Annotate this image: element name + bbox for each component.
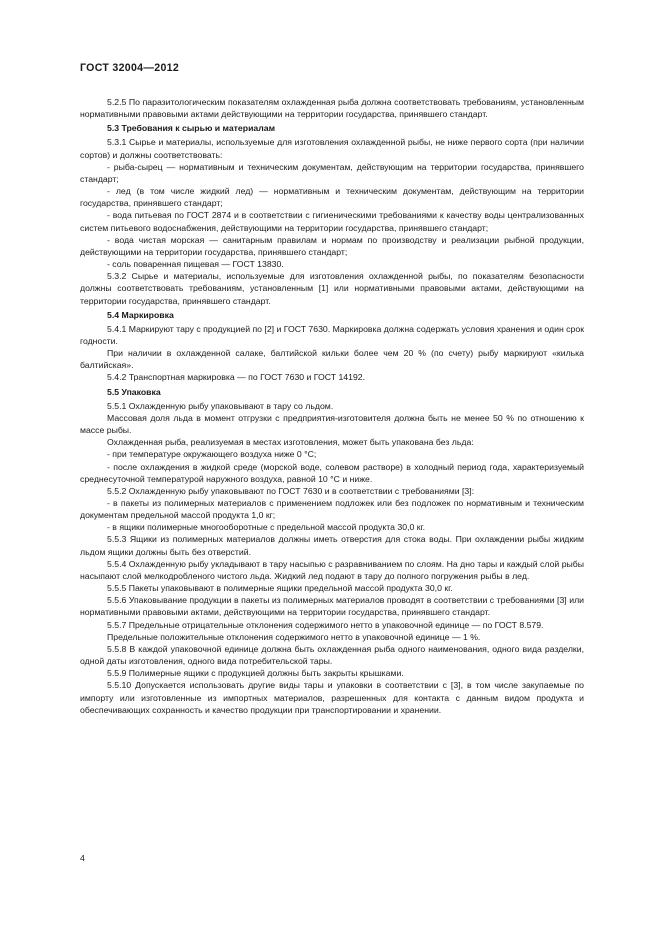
list-item: - вода питьевая по ГОСТ 2874 и в соответствии с гигиеническими требованиями к качеству воды централизованных систем питьевого водоснабжения, действующими на территории государства, принявшего стандарт;: [80, 210, 584, 233]
list-item: - рыба-сырец — нормативным и техническим документам, действующим на территории государства, принявшего стандарт;: [80, 161, 584, 184]
paragraph-5-5-1: 5.5.1 Охлажденную рыбу упаковывают в тару со льдом.: [107, 400, 334, 411]
paragraph-5-5-5: 5.5.5 Пакеты упаковывают в полимерные ящики предельной массой продукта 30,0 кг.: [107, 583, 453, 594]
list-item: - в пакеты из полимерных материалов с применением подложек или без подложек по нормативным и техническим документам предельной массой продукта 1,0 кг;: [80, 498, 584, 521]
paragraph-5-5-8: 5.5.8 В каждой упаковочной единице должна быть охлажденная рыба одного наименования, одного вида разделки, одной даты изготовления, одного вида потребительской тары.: [80, 643, 584, 667]
paragraph-5-5-2: 5.5.2 Охлажденную рыбу упаковывают по ГОСТ 7630 и в соответствии с требованиями [3]:: [107, 485, 475, 496]
document-body: [80, 96, 584, 716]
paragraph-5-4-2: 5.4.2 Транспортная маркировка — по ГОСТ 7630 и ГОСТ 14192.: [107, 372, 366, 383]
list-item: - вода чистая морская — санитарным правилам и нормам по производству и реализации рыбной продукции, действующими на территории государства, принявшего стандарт;: [80, 234, 584, 257]
list-item: - соль поваренная пищевая — ГОСТ 13830.: [107, 259, 284, 270]
paragraph-5-3-2: 5.3.2 Сырье и материалы, используемые для изготовления охлажденной рыбы, по показателям безопасности должны соответствовать требованиям, установленным [1] или нормативными правовыми актами, действующими на территории государства, принявшего стандарт.: [80, 271, 584, 306]
paragraph-5-3-1: 5.3.1 Сырье и материалы, используемые для изготовления охлажденной рыбы, не ниже первого сорта (при наличии сортов) и должны соответствовать:: [80, 137, 584, 160]
paragraph-5-2-5: 5.2.5 По паразитологическим показателям охлажденная рыба должна соответствовать требованиям, установленным нормативными правовыми актами действующими на территории государства, принявшего стандарт.: [80, 97, 584, 120]
paragraph-5-5-10: 5.5.10 Допускается использовать другие виды тары и упаковки в соответствии с [3], в том числе закупаемые по импорту или изготовленные из импортных материалов, разрешенных для контакта с данным видом продукта и обеспечивающих сохранность и качество продукции при транспортировании и хранении.: [80, 680, 584, 715]
paragraph-5-5-7: 5.5.7 Предельные отрицательные отклонения содержимого нетто в упаковочной единице — по ГОСТ 8.579.: [107, 619, 544, 630]
paragraph-5-5-4: 5.5.4 Охлажденную рыбу укладывают в тару насыпью с разравниванием по слоям. На дно тары и каждый слой рыбы насыпают слой мелкодробленого чистого льда. Жидкий лед подают в тару до полного погружения рыбы в лед.: [80, 558, 584, 581]
paragraph-5-5-9: 5.5.9 Полимерные ящики с продукцией должны быть закрыты крышками.: [107, 668, 404, 679]
document-header: ГОСТ 32004—2012: [80, 62, 180, 74]
paragraph-5-4-1: 5.4.1 Маркируют тару с продукцией по [2] и ГОСТ 7630. Маркировка должна содержать условия хранения и один срок годности.: [80, 323, 584, 346]
list-item: - после охлаждения в жидкой среде (морской воде, солевом растворе) в холодный период года, характеризуемый среднесуточной температурой наружного воздуха, равной 10 °С и ниже.: [80, 461, 584, 484]
section-heading-5-4: 5.4 Маркировка: [107, 309, 174, 320]
paragraph: Предельные положительные отклонения содержимого нетто в упаковочной единице — 1 %.: [107, 631, 481, 642]
list-item: - лед (в том числе жидкий лед) — нормативным и техническим документам, действующим на территории государства, принявшего стандарт;: [80, 186, 584, 209]
list-item: - в ящики полимерные многооборотные с предельной массой продукта 30,0 кг.: [107, 522, 426, 533]
section-heading-5-3: 5.3 Требования к сырью и материалам: [107, 123, 276, 134]
paragraph-5-5-3: 5.5.3 Ящики из полимерных материалов должны иметь отверстия для стока воды. При охлаждении рыбы жидким льдом ящики должны быть без отверстий.: [80, 534, 584, 557]
paragraph: Охлажденная рыба, реализуемая в местах изготовления, может быть упакована без льда:: [107, 437, 474, 448]
section-heading-5-5: 5.5 Упаковка: [107, 386, 161, 397]
paragraph: Массовая доля льда в момент отгрузки с предприятия-изготовителя должна быть не менее 50 % по отношению к массе рыбы.: [80, 412, 584, 436]
list-item: - при температуре окружающего воздуха ниже 0 °С;: [107, 449, 317, 460]
paragraph: При наличии в охлажденной салаке, балтийской кильки более чем 20 % (по счету) рыбу маркируют «килька балтийская».: [80, 348, 584, 371]
page-number: 4: [80, 853, 85, 863]
paragraph-5-5-6: 5.5.6 Упаковывание продукции в пакеты из полимерных материалов проводят в соответствии с требованиями [3] или нормативными правовыми актами, действующими на территории государства, принявшего стандарт.: [80, 595, 584, 618]
